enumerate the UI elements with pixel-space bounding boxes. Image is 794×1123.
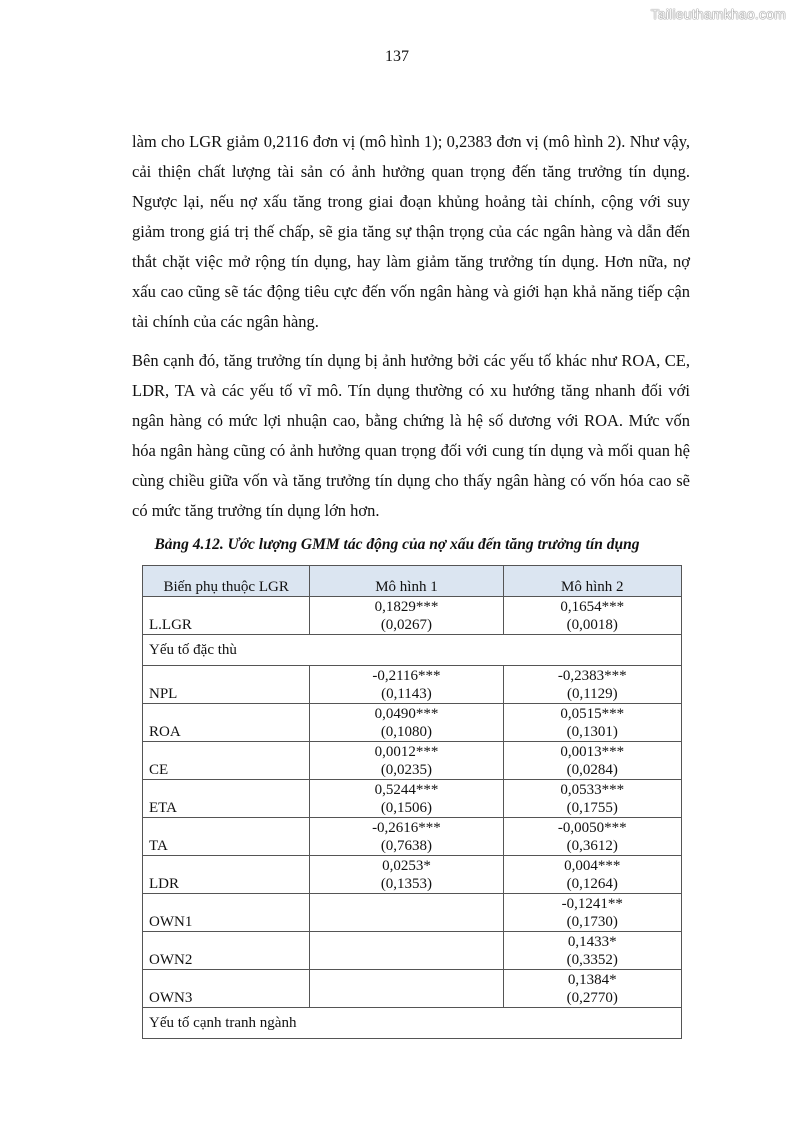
variable-name: ROA (143, 704, 310, 742)
coefficient: 0,1829*** (374, 599, 439, 615)
coefficient (316, 971, 496, 989)
table-row (143, 742, 682, 780)
coefficient: 0,1654*** (560, 599, 625, 615)
standard-error (316, 989, 496, 1007)
model-1-cell (310, 894, 503, 932)
model-1-cell (310, 704, 503, 742)
variable-name: L.LGR (143, 597, 310, 635)
standard-error: (0,1080) (380, 724, 433, 740)
standard-error: (0,1755) (566, 800, 618, 816)
standard-error (316, 913, 496, 931)
model-2-cell (503, 742, 681, 780)
coefficient: 0,004*** (564, 858, 621, 874)
standard-error: (0,3612) (566, 838, 618, 854)
header-model-2: Mô hình 2 (503, 566, 681, 597)
model-1-cell (310, 932, 503, 970)
table-row (143, 932, 682, 970)
coefficient: 0,5244*** (374, 782, 439, 798)
header-dependent-variable: Biến phụ thuộc LGR (143, 566, 310, 597)
results-table (142, 565, 682, 1039)
standard-error: (0,3352) (566, 952, 618, 968)
model-2-cell (503, 932, 681, 970)
model-2-cell (503, 597, 681, 635)
model-1-cell (310, 856, 503, 894)
coefficient: 0,1384* (567, 972, 617, 988)
standard-error: (0,0018) (566, 617, 618, 633)
variable-name: CE (143, 742, 310, 780)
model-2-cell (503, 856, 681, 894)
paragraph-2: Bên cạnh đó, tăng trưởng tín dụng bị ảnh hưởng bởi các yếu tố khác như ROA, CE, LDR, TA và các yếu tố vĩ mô. Tín dụng thường có xu hướng tăng nhanh đối với ngân hàng có mức lợi nhuận cao, bằng chứng là hệ số dương với ROA. Mức vốn hóa ngân hàng cũng có ảnh hưởng quan trọng đối với cung tín dụng và mối quan hệ cùng chiều giữa vốn và tăng trưởng tín dụng cho thấy ngân hàng có vốn hóa cao sẽ có mức tăng trưởng tín dụng lớn hơn. (132, 351, 690, 520)
body-text (132, 127, 690, 526)
standard-error: (0,2770) (566, 990, 618, 1006)
model-2-cell (503, 780, 681, 818)
model-1-cell (310, 742, 503, 780)
section-row-industry (143, 1008, 682, 1039)
coefficient: 0,0012*** (374, 744, 439, 760)
model-1-cell (310, 666, 503, 704)
section-label-industry: Yếu tố cạnh tranh ngành (143, 1008, 682, 1039)
model-1-cell (310, 818, 503, 856)
table-row (143, 894, 682, 932)
model-2-cell (503, 894, 681, 932)
coefficient: 0,1433* (567, 934, 617, 950)
section-label-specific: Yếu tố đặc thù (143, 635, 682, 666)
standard-error: (0,1353) (380, 876, 433, 892)
coefficient: -0,1241** (561, 896, 623, 912)
coefficient: -0,2616*** (372, 820, 441, 836)
variable-name: OWN2 (143, 932, 310, 970)
model-2-cell (503, 704, 681, 742)
page-number: 137 (385, 48, 409, 65)
variable-name: NPL (143, 666, 310, 704)
table-row (143, 666, 682, 704)
watermark: Tailieuthamkhao.com (650, 6, 786, 22)
model-2-cell (503, 970, 681, 1008)
coefficient: 0,0253* (382, 858, 431, 874)
coefficient: -0,0050*** (557, 820, 627, 836)
model-2-cell (503, 666, 681, 704)
standard-error: (0,1264) (566, 876, 618, 892)
standard-error: (0,1143) (381, 686, 432, 702)
table-row (143, 970, 682, 1008)
variable-name: ETA (143, 780, 310, 818)
coefficient: -0,2116*** (372, 668, 441, 684)
table-caption: Bảng 4.12. Ước lượng GMM tác động của nợ xấu đến tăng trưởng tín dụng (154, 536, 640, 553)
standard-error: (0,0235) (380, 762, 433, 778)
model-1-cell (310, 970, 503, 1008)
coefficient (316, 933, 496, 951)
model-1-cell (310, 780, 503, 818)
table-row (143, 818, 682, 856)
paragraph-1: làm cho LGR giảm 0,2116 đơn vị (mô hình 1); 0,2383 đơn vị (mô hình 2). Như vậy, cải thiện chất lượng tài sản có ảnh hưởng quan trọng đến tăng trưởng tín dụng. Ngược lại, nếu nợ xấu tăng trong giai đoạn khủng hoảng tài chính, cộng với suy giảm trong giá trị thế chấp, sẽ gia tăng sự thận trọng của các ngân hàng và dẫn đến thắt chặt việc mở rộng tín dụng, hay làm giảm tăng trưởng tín dụng. Hơn nữa, nợ xấu cao cũng sẽ tác động tiêu cực đến vốn ngân hàng và giới hạn khả năng tiếp cận tài chính của các ngân hàng. (132, 132, 690, 331)
model-2-cell (503, 818, 681, 856)
coefficient: -0,2383*** (557, 668, 627, 684)
table-header-row (143, 566, 682, 597)
table-row (143, 780, 682, 818)
model-1-cell (310, 597, 503, 635)
table-row (143, 704, 682, 742)
standard-error: (0,0284) (566, 762, 618, 778)
variable-name: LDR (143, 856, 310, 894)
variable-name: OWN3 (143, 970, 310, 1008)
standard-error: (0,0267) (380, 617, 433, 633)
table-row (143, 597, 682, 635)
coefficient: 0,0533*** (560, 782, 625, 798)
variable-name: OWN1 (143, 894, 310, 932)
standard-error: (0,1730) (566, 914, 618, 930)
table-row (143, 856, 682, 894)
coefficient: 0,0515*** (560, 706, 625, 722)
standard-error: (0,7638) (380, 838, 433, 854)
section-row-specific (143, 635, 682, 666)
coefficient: 0,0490*** (374, 706, 439, 722)
standard-error: (0,1301) (566, 724, 618, 740)
header-model-1: Mô hình 1 (310, 566, 503, 597)
standard-error (316, 951, 496, 969)
coefficient: 0,0013*** (560, 744, 625, 760)
standard-error: (0,1129) (566, 686, 618, 702)
standard-error: (0,1506) (380, 800, 433, 816)
coefficient (316, 895, 496, 913)
variable-name: TA (143, 818, 310, 856)
